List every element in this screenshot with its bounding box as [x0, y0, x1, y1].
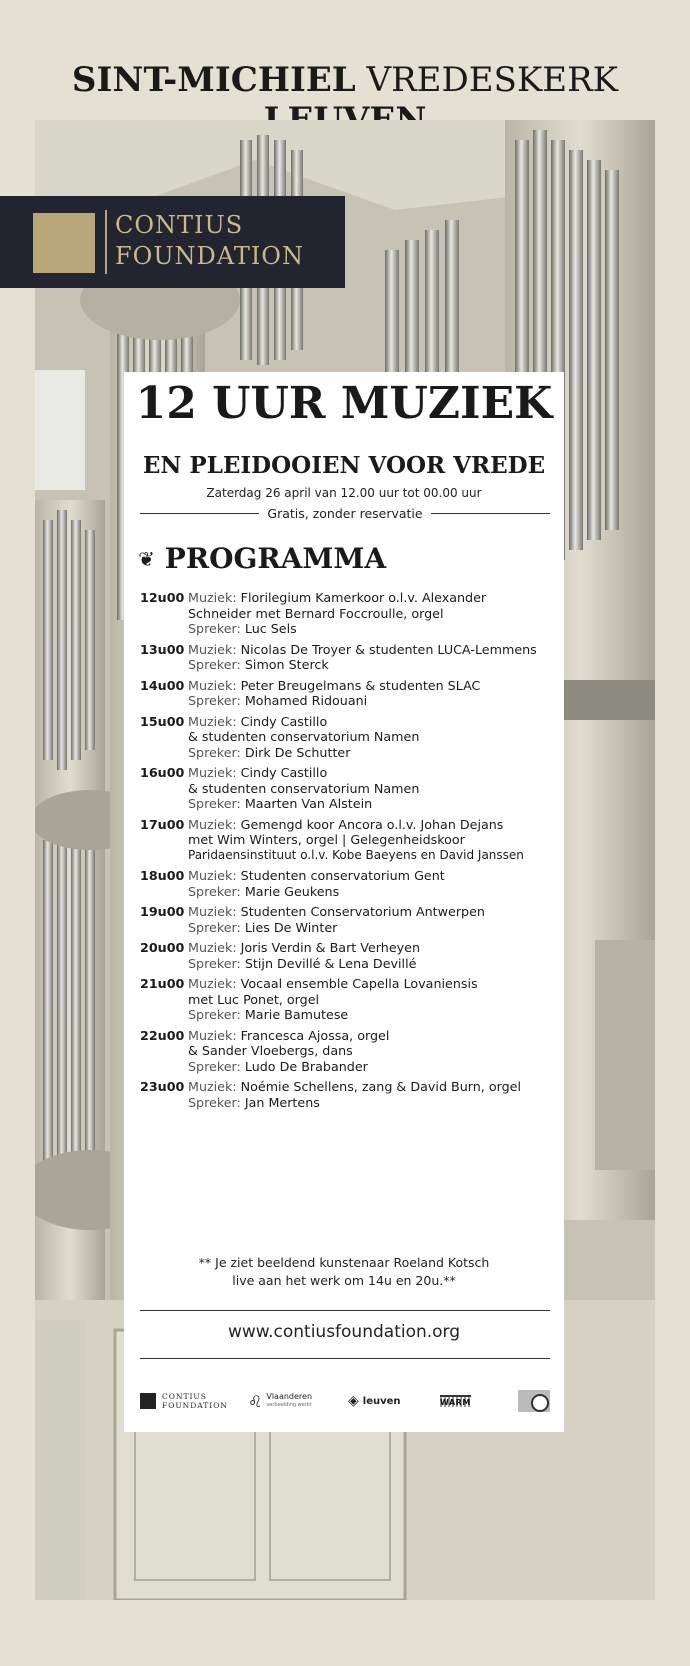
sponsor-contius-line1: CONTIUS	[162, 1392, 207, 1401]
music-label: Muziek:	[188, 1079, 241, 1094]
speaker-name: Stijn Devillé & Lena Devillé	[244, 955, 417, 971]
program-heading	[138, 542, 386, 575]
schedule-row	[140, 590, 560, 637]
time-label: 22u00	[140, 1027, 185, 1043]
speaker-name: Dirk De Schutter	[244, 744, 351, 760]
time-label: 18u00	[140, 868, 185, 883]
note-line-2: live aan het werk om 14u en 20u.**	[232, 1273, 456, 1288]
contius-square-icon	[140, 1393, 156, 1409]
website-link[interactable]: www.contiusfoundation.org	[227, 1322, 461, 1342]
music-text: Cindy Castillo	[240, 765, 328, 780]
time-label: 16u00	[140, 765, 185, 780]
divider-right	[431, 513, 550, 514]
sponsor-logos	[140, 1386, 550, 1416]
schedule-row	[140, 940, 560, 971]
music-text: Noémie Schellens, zang & David Burn, orgel	[240, 1079, 522, 1094]
speaker-label: Spreker:	[188, 621, 245, 636]
title-part-2: VREDESKERK	[355, 60, 619, 100]
music-text-cont: & Sander Vloebergs, dans	[188, 1043, 353, 1058]
sponsor-leuven	[348, 1386, 401, 1416]
program-title: PROGRAMMA	[164, 542, 387, 575]
sponsor-vlaanderen	[248, 1386, 312, 1416]
event-date: Zaterdag 26 april van 12.00 uur tot 00.00 uur	[206, 486, 482, 500]
schedule-row	[140, 904, 560, 935]
divider-top	[140, 1310, 550, 1311]
music-label: Muziek:	[188, 677, 241, 693]
music-text-cont: Schneider met Bernard Foccroulle, orgel	[188, 605, 444, 621]
speaker-name: Lies De Winter	[244, 919, 338, 935]
time-label: 21u00	[140, 976, 185, 991]
music-text-cont: met Wim Winters, orgel | Gelegenheidskoor	[188, 832, 465, 847]
fleuron-icon: ❦	[138, 546, 155, 571]
music-text: Studenten Conservatorium Antwerpen	[240, 904, 485, 919]
time-label: 23u00	[140, 1079, 185, 1094]
music-text: Peter Breugelmans & studenten SLAC	[240, 677, 481, 693]
speaker-name: Ludo De Brabander	[244, 1058, 368, 1074]
lion-icon: ♌	[248, 1391, 263, 1411]
speaker-label: Spreker:	[188, 693, 245, 708]
music-label: Muziek:	[188, 816, 241, 832]
speaker-name: Luc Sels	[244, 621, 297, 636]
music-label: Muziek:	[188, 904, 241, 919]
sponsor-warm	[440, 1386, 471, 1416]
speaker-label: Spreker:	[188, 796, 245, 811]
schedule-row	[140, 678, 560, 709]
poster-title: 12 UUR MUZIEK	[135, 378, 553, 429]
speaker-label: Spreker:	[188, 955, 245, 971]
leuven-logo-icon: ◈	[348, 1393, 359, 1409]
sponsor-contius	[140, 1386, 228, 1416]
speaker-name: Marie Geukens	[244, 883, 340, 899]
schedule-row	[140, 714, 560, 761]
vlaanderen-name: Vlaanderen	[266, 1392, 313, 1401]
music-label: Muziek:	[188, 641, 241, 657]
time-label: 13u00	[140, 641, 185, 657]
speaker-name: Jan Mertens	[244, 1094, 320, 1110]
schedule-row	[140, 817, 560, 864]
title-part-1: SINT-MICHIEL	[71, 60, 356, 100]
time-label: 17u00	[140, 816, 185, 832]
speaker-label: Spreker:	[188, 883, 245, 899]
music-text: Cindy Castillo	[240, 713, 328, 729]
speaker-label: Spreker:	[188, 919, 245, 935]
schedule-row	[140, 642, 560, 673]
program-card	[124, 372, 564, 1432]
music-text-cont: & studenten conservatorium Namen	[188, 780, 420, 796]
music-text: Nicolas De Troyer & studenten LUCA-Lemmens	[240, 641, 537, 657]
schedule-row	[140, 976, 560, 1023]
music-label: Muziek:	[188, 765, 241, 780]
music-text: Florilegium Kamerkoor o.l.v. Alexander	[240, 590, 487, 605]
leuven-name: leuven	[362, 1395, 401, 1407]
cd-icon	[518, 1390, 550, 1412]
music-text: Studenten conservatorium Gent	[240, 868, 445, 883]
logo-square-icon	[33, 213, 95, 273]
music-label: Muziek:	[188, 1027, 241, 1043]
speaker-name: Maarten Van Alstein	[244, 796, 373, 811]
warm-name: WARM	[440, 1395, 471, 1407]
time-label: 19u00	[140, 904, 185, 919]
music-text-cont: & studenten conservatorium Namen	[188, 729, 420, 744]
music-text-cont: Paridaensinstituut o.l.v. Kobe Baeyens en David Janssen	[188, 847, 524, 862]
logo-name	[115, 210, 304, 272]
music-text-cont: met Luc Ponet, orgel	[188, 991, 320, 1007]
speaker-name: Marie Bamutese	[244, 1007, 349, 1022]
divider-bottom	[140, 1358, 550, 1359]
speaker-label: Spreker:	[188, 1058, 245, 1074]
speaker-label: Spreker:	[188, 1007, 245, 1022]
admission-line	[140, 506, 550, 521]
sponsor-cd-logo	[518, 1386, 550, 1416]
speaker-label: Spreker:	[188, 657, 245, 672]
sponsor-contius-line2: FOUNDATION	[162, 1401, 228, 1410]
time-label: 14u00	[140, 677, 185, 693]
speaker-name: Mohamed Ridouani	[244, 693, 368, 708]
time-label: 20u00	[140, 940, 185, 955]
music-label: Muziek:	[188, 868, 241, 883]
time-label: 12u00	[140, 590, 185, 605]
admission-text: Gratis, zonder reservatie	[267, 506, 423, 521]
artist-note	[124, 1254, 564, 1290]
speaker-label: Spreker:	[188, 744, 245, 760]
logo-line-1: CONTIUS	[115, 211, 244, 239]
music-text: Joris Verdin & Bart Verheyen	[240, 940, 420, 955]
music-label: Muziek:	[188, 940, 241, 955]
poster-subtitle: EN PLEIDOOIEN VOOR VREDE	[142, 452, 546, 479]
note-line-1: ** Je ziet beeldend kunstenaar Roeland Kotsch	[198, 1255, 490, 1270]
schedule-row	[140, 1028, 560, 1075]
music-text: Gemengd koor Ancora o.l.v. Johan Dejans	[240, 816, 504, 832]
music-label: Muziek:	[188, 713, 241, 729]
music-label: Muziek:	[188, 590, 241, 605]
time-label: 15u00	[140, 713, 185, 729]
speaker-name: Simon Sterck	[244, 657, 329, 672]
logo-line-2: FOUNDATION	[115, 242, 304, 270]
music-text: Vocaal ensemble Capella Lovaniensis	[240, 976, 478, 991]
logo-divider	[105, 210, 107, 274]
schedule-row	[140, 1079, 560, 1110]
divider-left	[140, 513, 259, 514]
speaker-label: Spreker:	[188, 1094, 245, 1110]
schedule-row	[140, 765, 560, 812]
music-label: Muziek:	[188, 976, 241, 991]
vlaanderen-tagline: verbeelding werkt	[266, 1402, 312, 1408]
schedule-row	[140, 868, 560, 899]
music-text: Francesca Ajossa, orgel	[240, 1027, 390, 1043]
schedule-list	[140, 590, 560, 1115]
contius-logo-band	[0, 196, 345, 288]
